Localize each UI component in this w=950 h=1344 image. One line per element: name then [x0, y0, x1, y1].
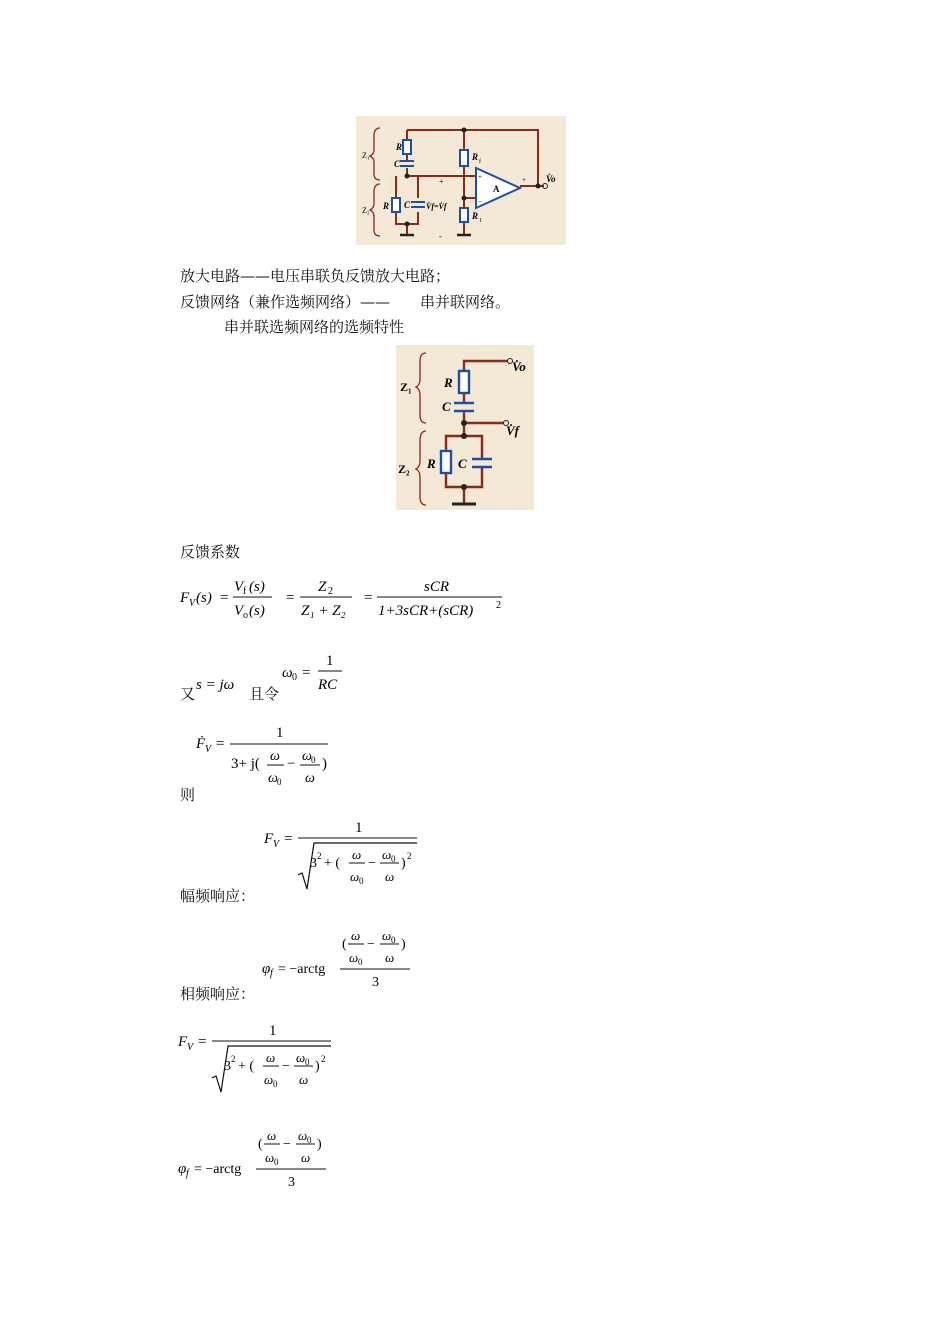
eq1-num1-sub: f: [243, 586, 247, 597]
eq1-eq1: =: [220, 590, 229, 606]
fig1-r2-label: R: [383, 201, 390, 211]
ph1-w0-num: ω: [382, 928, 392, 943]
circuit-figure-2: [396, 345, 534, 510]
ph2-w0-num-sub: 0: [307, 1135, 312, 1145]
amp1-w0-den-sub: 0: [359, 876, 364, 886]
amp2-eq: =: [198, 1034, 207, 1050]
amp1-rad-sup: 2: [317, 851, 322, 861]
eq2-s-def: s = jω: [196, 677, 235, 693]
ph2-lhs: φ: [178, 1161, 187, 1177]
eq2-num: 1: [326, 653, 334, 669]
amp1-w-den: ω: [385, 869, 395, 884]
circuit-1-svg: [356, 116, 566, 245]
fig2-vo-label: V̇o: [512, 359, 526, 374]
amp2-lhs: F: [178, 1034, 188, 1050]
fig1-c2-label: C: [404, 200, 411, 210]
amp1-w0-num: ω: [382, 847, 392, 862]
fig1-vo-label: V̇o: [546, 174, 556, 184]
fig1-plus-mark: +: [439, 177, 444, 186]
ph1-w-den: ω: [385, 950, 395, 965]
fig1-z1-label: Z₁: [362, 151, 370, 160]
label-and-let: 且令: [249, 685, 280, 703]
eq3-eq: =: [216, 736, 225, 752]
eq3-w0-num: ω: [302, 749, 312, 764]
ph2-w0-num: ω: [298, 1128, 308, 1143]
amp1-eq: =: [284, 831, 293, 847]
label-phase-response: 相频响应：: [180, 985, 256, 1003]
ph2-lhs-sub: f: [186, 1168, 189, 1179]
fig2-z2-label: Z₂: [398, 462, 410, 476]
amp1-w0-den: ω: [350, 869, 360, 884]
ph1-w0-den-sub: 0: [358, 957, 363, 967]
amp1-w-num: ω: [352, 847, 362, 862]
ph2-w0-den-sub: 0: [274, 1157, 279, 1167]
amp1-rad-close: ): [401, 856, 406, 871]
fig1-vf-eq: V̇f=V̇f: [426, 202, 447, 211]
ph2-close: ): [317, 1137, 322, 1152]
eq1-num1: V: [234, 579, 244, 595]
amp2-w0-num-sub: 0: [305, 1057, 310, 1067]
eq3-w0-den-sub: 0: [277, 777, 282, 787]
label-then: 则: [180, 786, 196, 804]
ph1-open: (: [342, 937, 347, 952]
eq1-den2: Z₁ + Z₂: [301, 603, 346, 619]
eq1-lhs-arg: (s): [196, 590, 212, 606]
ph2-rhs: = −arctg: [194, 1162, 242, 1177]
ph2-den: 3: [288, 1175, 295, 1190]
fig2-c-bot: C: [458, 456, 467, 471]
text-line-2: 反馈网络（兼作选频网络）—— 串并联网络。: [180, 293, 511, 311]
ph1-rhs: = −arctg: [278, 962, 326, 977]
fig1-z2-label: Z₂: [362, 206, 370, 215]
eq1-num2: Z: [318, 579, 327, 595]
eq3-den-suffix: ): [322, 756, 327, 772]
ph2-w-num: ω: [267, 1128, 277, 1143]
amp2-rad-prefix: 3: [224, 1059, 231, 1074]
eq1-num1-arg: (s): [249, 579, 265, 595]
ph1-w0-den: ω: [349, 950, 359, 965]
label-again: 又: [180, 685, 196, 703]
ph2-w0-den: ω: [265, 1150, 275, 1165]
amp1-minus: −: [368, 856, 376, 871]
fig1-r1-sub: 1: [479, 218, 482, 224]
eq2-eq: =: [302, 665, 311, 681]
amp2-rad-close-sup: 2: [321, 1054, 326, 1064]
eq3-w0-den: ω: [268, 771, 278, 786]
equation-omega0: [280, 648, 350, 698]
ph1-den: 3: [372, 975, 379, 990]
amp2-rad-plus: + (: [238, 1059, 255, 1074]
equation-fv-complex: [194, 720, 344, 790]
eq3-w-num: ω: [270, 749, 280, 764]
fig1-minus-mark: -: [439, 232, 442, 241]
ph1-close: ): [401, 937, 406, 952]
amp2-w0-den-sub: 0: [273, 1079, 278, 1089]
amp2-w0-num: ω: [296, 1050, 306, 1065]
fig1-minus-in: −: [478, 197, 483, 206]
eq3-minus: −: [287, 756, 296, 772]
circuit-2-svg: [396, 345, 534, 510]
amp2-w-den: ω: [299, 1072, 309, 1087]
text-line-1: 放大电路——电压串联负反馈放大电路；: [180, 267, 451, 285]
ph2-w-den: ω: [301, 1150, 311, 1165]
eq1-den3: 1+3sCR+(sCR): [378, 603, 474, 619]
fig1-r1-label: R: [472, 211, 479, 221]
eq1-den1-arg: (s): [249, 603, 265, 619]
equation-feedback-coefficient: [176, 572, 516, 624]
amp1-lhs-sub: V: [273, 839, 280, 850]
eq3-lhs: Ḟ: [196, 736, 206, 752]
fig1-rf-label: R: [472, 152, 479, 162]
eq1-den1-sub: o: [243, 610, 248, 621]
fig2-r-bot: R: [427, 456, 436, 471]
amp2-w-num: ω: [266, 1050, 276, 1065]
ph1-w-num: ω: [351, 928, 361, 943]
fig1-c-label: C: [394, 159, 401, 169]
eq3-w0-num-sub: 0: [311, 755, 316, 765]
fig1-amp-label: A: [493, 184, 500, 194]
amp2-num: 1: [269, 1023, 277, 1039]
fig2-r-top: R: [444, 375, 453, 390]
amp2-lhs-sub: V: [187, 1042, 194, 1053]
amp1-lhs: F: [264, 831, 274, 847]
section-heading: 串并联选频网络的选频特性: [224, 318, 405, 336]
equation-phase-2: [176, 1124, 336, 1192]
eq2-w0-sub: 0: [292, 672, 297, 683]
amp1-rad-plus: + (: [324, 856, 341, 871]
eq3-den-prefix: 3+ j(: [231, 756, 260, 772]
ph1-lhs-sub: f: [270, 968, 273, 979]
eq1-eq3: =: [364, 590, 373, 606]
amp2-rad-close: ): [315, 1059, 320, 1074]
eq2-w0: ω: [282, 665, 293, 681]
eq1-lhs-sub: V: [189, 598, 196, 609]
ph1-lhs: φ: [262, 961, 271, 977]
eq1-den3-sup: 2: [496, 600, 501, 611]
label-feedback-coefficient: 反馈系数: [180, 543, 241, 561]
eq1-den1: V: [234, 603, 244, 619]
fig2-c-top: C: [442, 399, 451, 414]
ph2-open: (: [258, 1137, 263, 1152]
label-amplitude-response: 幅频响应：: [180, 887, 256, 905]
eq1-num2-sub: 2: [328, 586, 333, 597]
amp2-rad-sup: 2: [231, 1054, 236, 1064]
fig1-rf-sub: f: [479, 159, 481, 165]
eq1-lhs: F: [180, 590, 190, 606]
equation-amplitude-2: [176, 1018, 336, 1096]
fig2-z1-label: Z₁: [400, 380, 412, 394]
eq1-num3: sCR: [424, 579, 450, 595]
ph1-minus: −: [367, 937, 375, 952]
fig1-r-label: R: [396, 142, 403, 152]
amp2-w0-den: ω: [264, 1072, 274, 1087]
ph2-minus: −: [283, 1137, 291, 1152]
eq3-lhs-sub: V: [205, 744, 212, 755]
fig2-vf-label: V̇f: [506, 423, 519, 438]
equation-phase-1: [260, 924, 420, 992]
amp1-w0-num-sub: 0: [391, 854, 396, 864]
equation-s-def: [194, 672, 254, 696]
amp1-rad-close-sup: 2: [407, 851, 412, 861]
fig1-plus-in: +: [478, 173, 482, 181]
eq3-w-den: ω: [305, 771, 315, 786]
fig1-plus-out: +: [522, 176, 526, 184]
eq2-den: RC: [318, 677, 338, 693]
equation-amplitude-1: [262, 815, 422, 893]
eq1-eq2: =: [286, 590, 295, 606]
eq3-num: 1: [276, 725, 284, 741]
amp1-num: 1: [355, 820, 363, 836]
circuit-figure-1: [356, 116, 566, 245]
amp1-rad-prefix: 3: [310, 856, 317, 871]
amp2-minus: −: [282, 1059, 290, 1074]
ph1-w0-num-sub: 0: [391, 935, 396, 945]
